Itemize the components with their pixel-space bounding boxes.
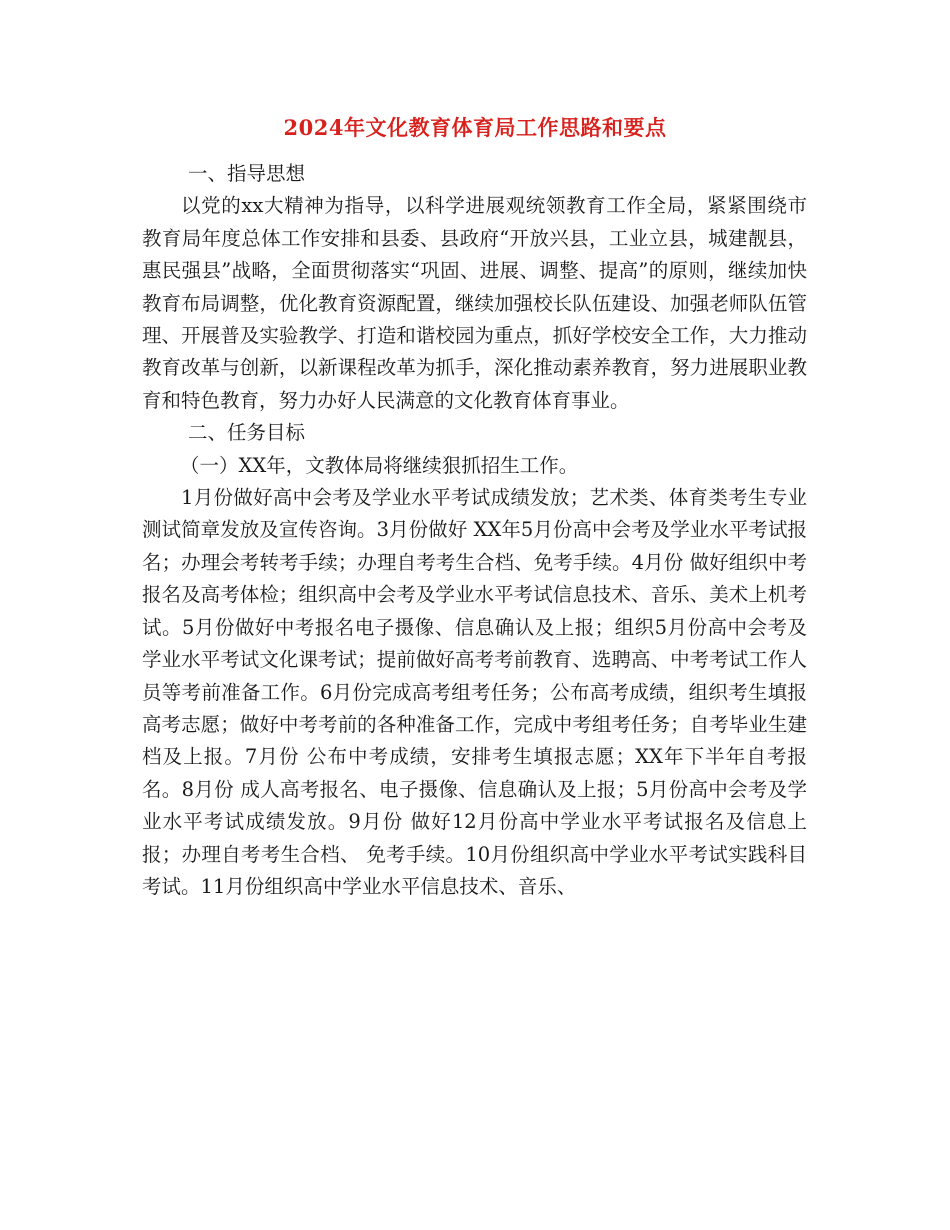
subheading-enrollment-work: （一）XX年，文教体局将继续狠抓招生工作。 (180, 453, 579, 477)
paragraph-guiding-ideology: 以党的xx大精神为指导，以科学进展观统领教育工作全局，紧紧围绕市教育局年度总体工作安排和县委、县政府“开放兴县，工业立县，城建靓县，惠民强县”战略，全面贯彻落实“巩固、进展、调整、提高”的原则，继续加快教育布局调整，优化教育资源配置，继续加强校长队伍建设、加强老师队伍管理、开展普及实验教学、打造和谐校园为重点，抓好学校安全工作，大力推动教育改革与创新，以新课程改革为抓手，深化推动素养教育，努力进展职业教育和特色教育，努力办好人民满意的文化教育体育事业。 (142, 194, 807, 412)
document-body (142, 158, 807, 903)
section-heading-guiding-ideology: 一、指导思想 (188, 162, 306, 185)
paragraph-monthly-schedule: 1月份做好高中会考及学业水平考试成绩发放；艺术类、体育类考生专业测试简章发放及宣传咨询。3月份做好 XX年5月份高中会考及学业水平考试报名；办理会考转考手续；办理自考考生合档、免考手续。4月份 做好组织中考报名及高考体检；组织高中会考及学业水平考试信息技术、音乐、美术上机考试。5月份做好中考报名电子摄像、信息确认及上报；组织5月份高中会考及学业水平考试文化课考试；提前做好高考考前教育、选聘高、中考考试工作人员等考前准备工作。6月份完成高考组考任务；公布高考成绩，组织考生填报高考志愿；做好中考考前的各种准备工作，完成中考组考任务；自考毕业生建档及上报。7月份 公布中考成绩，安排考生填报志愿；XX年下半年自考报名。8月份 成人高考报名、电子摄像、信息确认及上报；5月份高中会考及学业水平考试成绩发放。9月份 做好12月份高中学业水平考试报名及信息上报；办理自考考生合档、 免考手续。10月份组织高中学业水平考试实践科目考试。11月份组织高中学业水平信息技术、音乐、 (142, 486, 807, 898)
document-title: 2024年文化教育体育局工作思路和要点 (283, 115, 667, 140)
section-heading-task-goals: 二、任务目标 (188, 421, 306, 445)
